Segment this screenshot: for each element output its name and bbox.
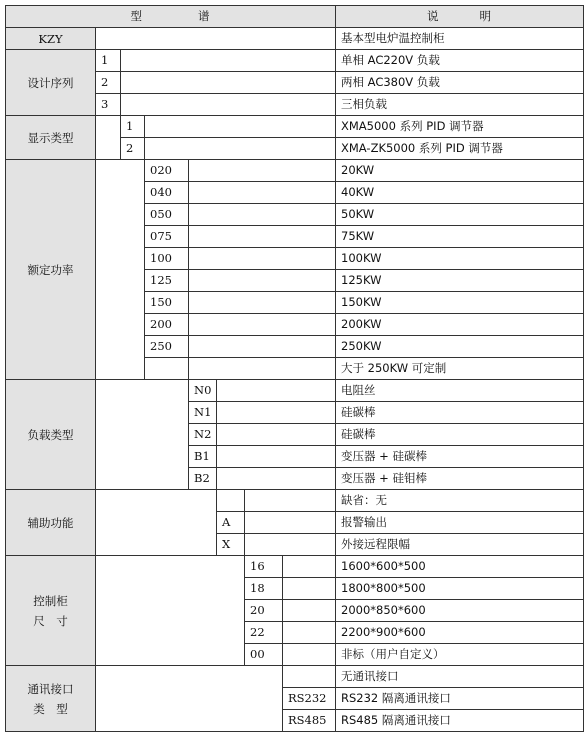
blank-cell — [217, 446, 336, 468]
cabinet-code: 00 — [245, 644, 283, 666]
blank-cell — [283, 600, 336, 622]
blank-cell — [145, 116, 336, 138]
load-desc: 变压器 + 硅碳棒 — [336, 446, 584, 468]
power-desc: 250KW — [336, 336, 584, 358]
power-code: 250 — [145, 336, 189, 358]
blank-cell — [189, 270, 336, 292]
comm-desc: 无通讯接口 — [336, 666, 584, 688]
comm-code — [283, 666, 336, 688]
power-desc: 40KW — [336, 182, 584, 204]
cabinet-desc: 2000*850*600 — [336, 600, 584, 622]
aux-code: X — [217, 534, 245, 556]
comm-interface-row — [6, 666, 584, 688]
power-code: 150 — [145, 292, 189, 314]
comm-code: RS485 — [283, 710, 336, 732]
aux-code — [217, 490, 245, 512]
display-code: 1 — [121, 116, 145, 138]
cabinet-code: 18 — [245, 578, 283, 600]
blank-cell — [189, 226, 336, 248]
blank-cell — [121, 72, 336, 94]
design-desc: 三相负载 — [336, 94, 584, 116]
load-desc: 硅碳棒 — [336, 402, 584, 424]
model-code: KZY — [6, 28, 96, 50]
cabinet-size-row — [6, 556, 584, 578]
power-desc: 大于 250KW 可定制 — [336, 358, 584, 380]
load-code: N2 — [189, 424, 217, 446]
blank-cell — [189, 182, 336, 204]
blank-cell — [145, 138, 336, 160]
blank-cell — [96, 116, 121, 160]
cabinet-desc: 非标（用户自定义） — [336, 644, 584, 666]
cabinet-desc: 1600*600*500 — [336, 556, 584, 578]
power-row — [6, 160, 584, 182]
rated-power-label: 额定功率 — [6, 160, 96, 380]
blank-cell — [283, 622, 336, 644]
cabinet-size-label: 控制柜 尺 寸 — [6, 556, 96, 666]
blank-cell — [121, 94, 336, 116]
power-code: 200 — [145, 314, 189, 336]
blank-cell — [283, 578, 336, 600]
cabinet-code: 22 — [245, 622, 283, 644]
power-desc: 50KW — [336, 204, 584, 226]
model-header: 型 谱 — [6, 6, 336, 28]
display-desc: XMA-ZK5000 系列 PID 调节器 — [336, 138, 584, 160]
design-desc: 两相 AC380V 负载 — [336, 72, 584, 94]
model-row — [6, 28, 584, 50]
model-spec-table — [5, 5, 584, 732]
load-type-row — [6, 380, 584, 402]
aux-function-label: 辅助功能 — [6, 490, 96, 556]
display-type-row — [6, 116, 584, 138]
blank-cell — [217, 380, 336, 402]
comm-code: RS232 — [283, 688, 336, 710]
display-desc: XMA5000 系列 PID 调节器 — [336, 116, 584, 138]
blank-cell — [283, 556, 336, 578]
blank-cell — [96, 666, 283, 732]
blank-cell — [189, 204, 336, 226]
aux-desc: 报警输出 — [336, 512, 584, 534]
header-row — [6, 6, 584, 28]
load-desc: 变压器 + 硅钼棒 — [336, 468, 584, 490]
display-type-label: 显示类型 — [6, 116, 96, 160]
power-desc: 150KW — [336, 292, 584, 314]
load-code: B2 — [189, 468, 217, 490]
aux-desc: 缺省：无 — [336, 490, 584, 512]
power-code: 040 — [145, 182, 189, 204]
blank-cell — [189, 160, 336, 182]
load-type-label: 负载类型 — [6, 380, 96, 490]
design-code: 3 — [96, 94, 121, 116]
design-series-label: 设计序列 — [6, 50, 96, 116]
power-desc: 125KW — [336, 270, 584, 292]
aux-code: A — [217, 512, 245, 534]
power-code — [145, 358, 189, 380]
blank-cell — [96, 160, 145, 380]
cabinet-code: 20 — [245, 600, 283, 622]
load-code: N1 — [189, 402, 217, 424]
description-header: 说 明 — [336, 6, 584, 28]
blank-cell — [189, 358, 336, 380]
power-desc: 100KW — [336, 248, 584, 270]
comm-desc: RS232 隔离通讯接口 — [336, 688, 584, 710]
blank-cell — [245, 490, 336, 512]
load-code: B1 — [189, 446, 217, 468]
cabinet-code: 16 — [245, 556, 283, 578]
model-description: 基本型电炉温控制柜 — [336, 28, 584, 50]
comm-desc: RS485 隔离通讯接口 — [336, 710, 584, 732]
blank-cell — [96, 490, 217, 556]
load-desc: 电阻丝 — [336, 380, 584, 402]
load-desc: 硅碳棒 — [336, 424, 584, 446]
blank-cell — [217, 468, 336, 490]
blank-cell — [189, 292, 336, 314]
blank-cell — [96, 28, 336, 50]
power-desc: 20KW — [336, 160, 584, 182]
blank-cell — [283, 644, 336, 666]
power-desc: 200KW — [336, 314, 584, 336]
cabinet-desc: 1800*800*500 — [336, 578, 584, 600]
design-series-row — [6, 50, 584, 72]
blank-cell — [121, 50, 336, 72]
blank-cell — [245, 534, 336, 556]
blank-cell — [217, 402, 336, 424]
power-code: 125 — [145, 270, 189, 292]
blank-cell — [189, 314, 336, 336]
comm-interface-label: 通讯接口 类 型 — [6, 666, 96, 732]
blank-cell — [217, 424, 336, 446]
power-code: 050 — [145, 204, 189, 226]
aux-desc: 外接远程限幅 — [336, 534, 584, 556]
blank-cell — [245, 512, 336, 534]
design-desc: 单相 AC220V 负载 — [336, 50, 584, 72]
power-desc: 75KW — [336, 226, 584, 248]
aux-function-row — [6, 490, 584, 512]
design-code: 2 — [96, 72, 121, 94]
design-code: 1 — [96, 50, 121, 72]
blank-cell — [189, 248, 336, 270]
display-code: 2 — [121, 138, 145, 160]
load-code: N0 — [189, 380, 217, 402]
power-code: 020 — [145, 160, 189, 182]
cabinet-desc: 2200*900*600 — [336, 622, 584, 644]
blank-cell — [96, 556, 245, 666]
power-code: 075 — [145, 226, 189, 248]
blank-cell — [96, 380, 189, 490]
blank-cell — [189, 336, 336, 358]
power-code: 100 — [145, 248, 189, 270]
